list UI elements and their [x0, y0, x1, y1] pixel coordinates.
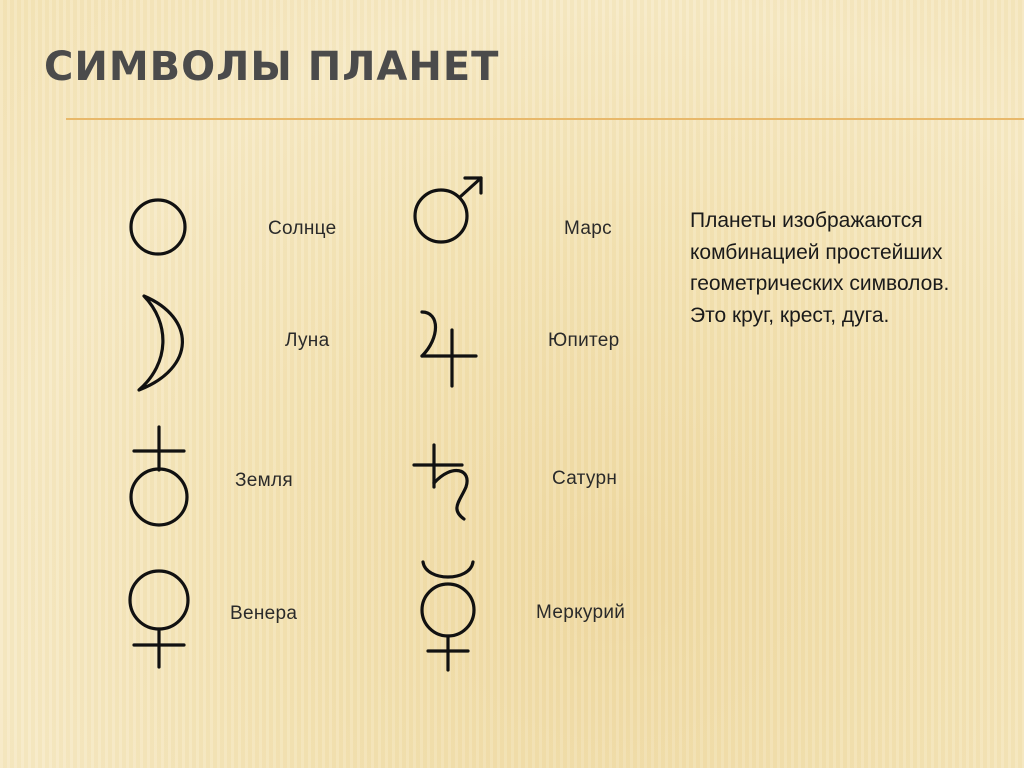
venus-label: Венера [230, 603, 298, 624]
saturn-symbol-icon [412, 443, 474, 523]
mars-symbol-icon [410, 174, 486, 246]
slide-title: СИМВОЛЫ ПЛАНЕТ [44, 44, 500, 90]
earth-symbol-icon [128, 425, 190, 527]
jupiter-label: Юпитер [548, 330, 620, 351]
mercury-symbol-icon [418, 560, 478, 672]
earth-label: Земля [235, 470, 293, 491]
description-text [690, 205, 990, 331]
sun-label: Солнце [268, 218, 337, 239]
moon-label: Луна [285, 330, 330, 351]
mars-label: Марс [564, 218, 612, 239]
description-emphasis: Это круг, крест, дуга. [690, 303, 890, 327]
venus-symbol-icon [126, 567, 192, 669]
saturn-label: Сатурн [552, 468, 618, 489]
sun-symbol-icon [128, 197, 188, 257]
moon-symbol-icon [134, 293, 186, 393]
jupiter-symbol-icon [418, 308, 480, 390]
mercury-label: Меркурий [536, 602, 626, 623]
description-main: Планеты изображаются комбинацией простейших геометрических символов. [690, 209, 950, 295]
